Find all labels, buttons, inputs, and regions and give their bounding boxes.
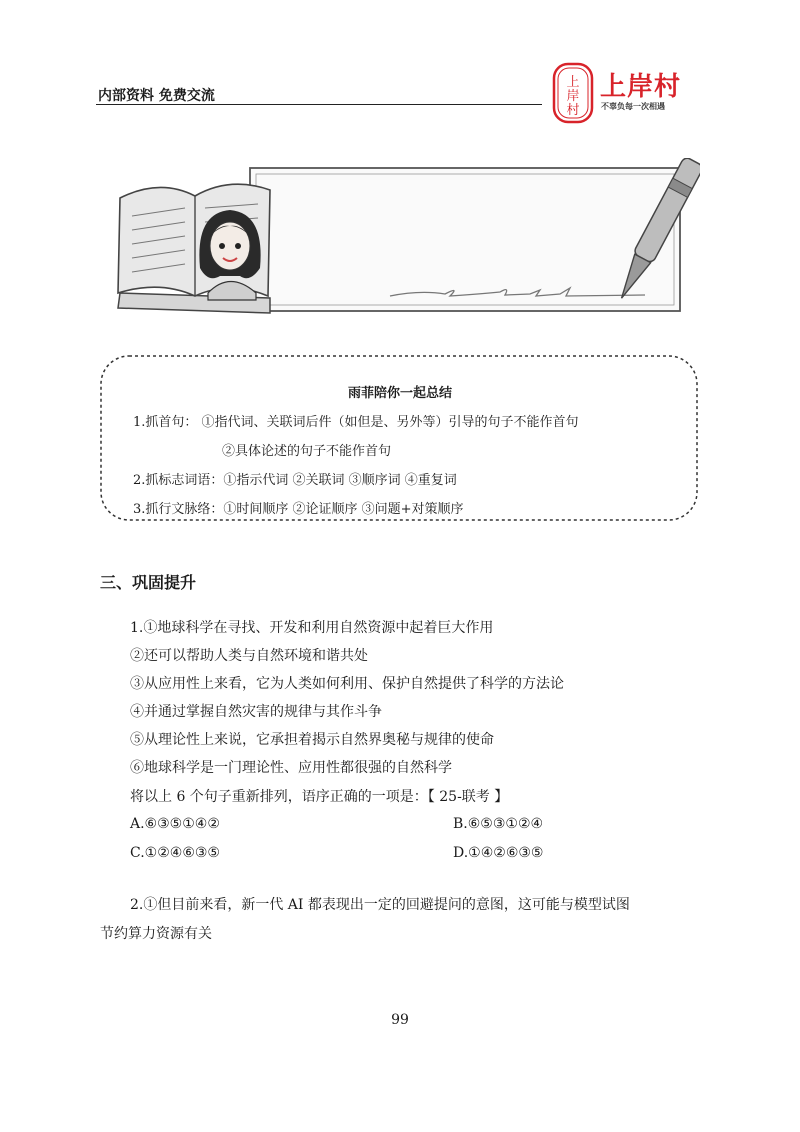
q1-sentence-3: ③从应用性上来看，它为人类如何利用、保护自然提供了科学的方法论 [130,676,564,692]
brand-name: 上岸村 [600,72,682,102]
brand-seal-logo [552,62,594,124]
summary-line-4: 3.抓行文脉络：①时间顺序 ②论证顺序 ③问题+对策顺序 [133,502,464,517]
q1-sentence-5: ⑤从理论性上来说，它承担着揭示自然界奥秘与规律的使命 [130,732,494,748]
q1-option-b: B.⑥⑤③①②④ [453,816,544,832]
svg-text:岸: 岸 [566,89,580,104]
summary-line-2: ②具体论述的句子不能作首句 [222,444,392,459]
q1-option-c: C.①②④⑥③⑤ [130,845,220,861]
q1-option-d: D.①④②⑥③⑤ [453,845,544,861]
q1-sentence-2: ②还可以帮助人类与自然环境和谐共处 [130,648,368,664]
summary-line-3: 2.抓标志词语：①指示代词 ②关联词 ③顺序词 ④重复词 [133,473,457,488]
section-title: 三、巩固提升 [100,573,197,592]
summary-line-1: 1.抓首句： ①指代词、关联词后件（如但是、另外等）引导的句子不能作首句 [133,415,579,430]
q1-option-a: A.⑥③⑤①④② [130,816,220,832]
summary-box-border [99,354,699,522]
brand-slogan: 不辜负每一次相遇 [601,101,665,111]
summary-title: 雨菲陪你一起总结 [347,386,452,401]
page-number: 99 [391,1012,409,1028]
q1-sentence-6: ⑥地球科学是一门理论性、应用性都很强的自然科学 [130,760,452,776]
q2-line-2: 节约算力资源有关 [100,926,212,942]
header-label: 内部资料 免费交流 [98,88,215,104]
q1-sentence-1: 1.①地球科学在寻找、开发和利用自然资源中起着巨大作用 [130,620,494,636]
header-rule [96,104,542,105]
q1-sentence-4: ④并通过掌握自然灾害的规律与其作斗争 [130,704,382,720]
q1-prompt: 将以上 6 个句子重新排列，语序正确的一项是：【 25-联考 】 [130,789,509,805]
book-girl-pen-illustration [100,158,700,328]
svg-text:上: 上 [566,75,580,90]
svg-text:村: 村 [566,103,580,118]
q2-line-1: 2.①但目前来看，新一代 AI 都表现出一定的回避提问的意图，这可能与模型试图 [130,897,630,913]
